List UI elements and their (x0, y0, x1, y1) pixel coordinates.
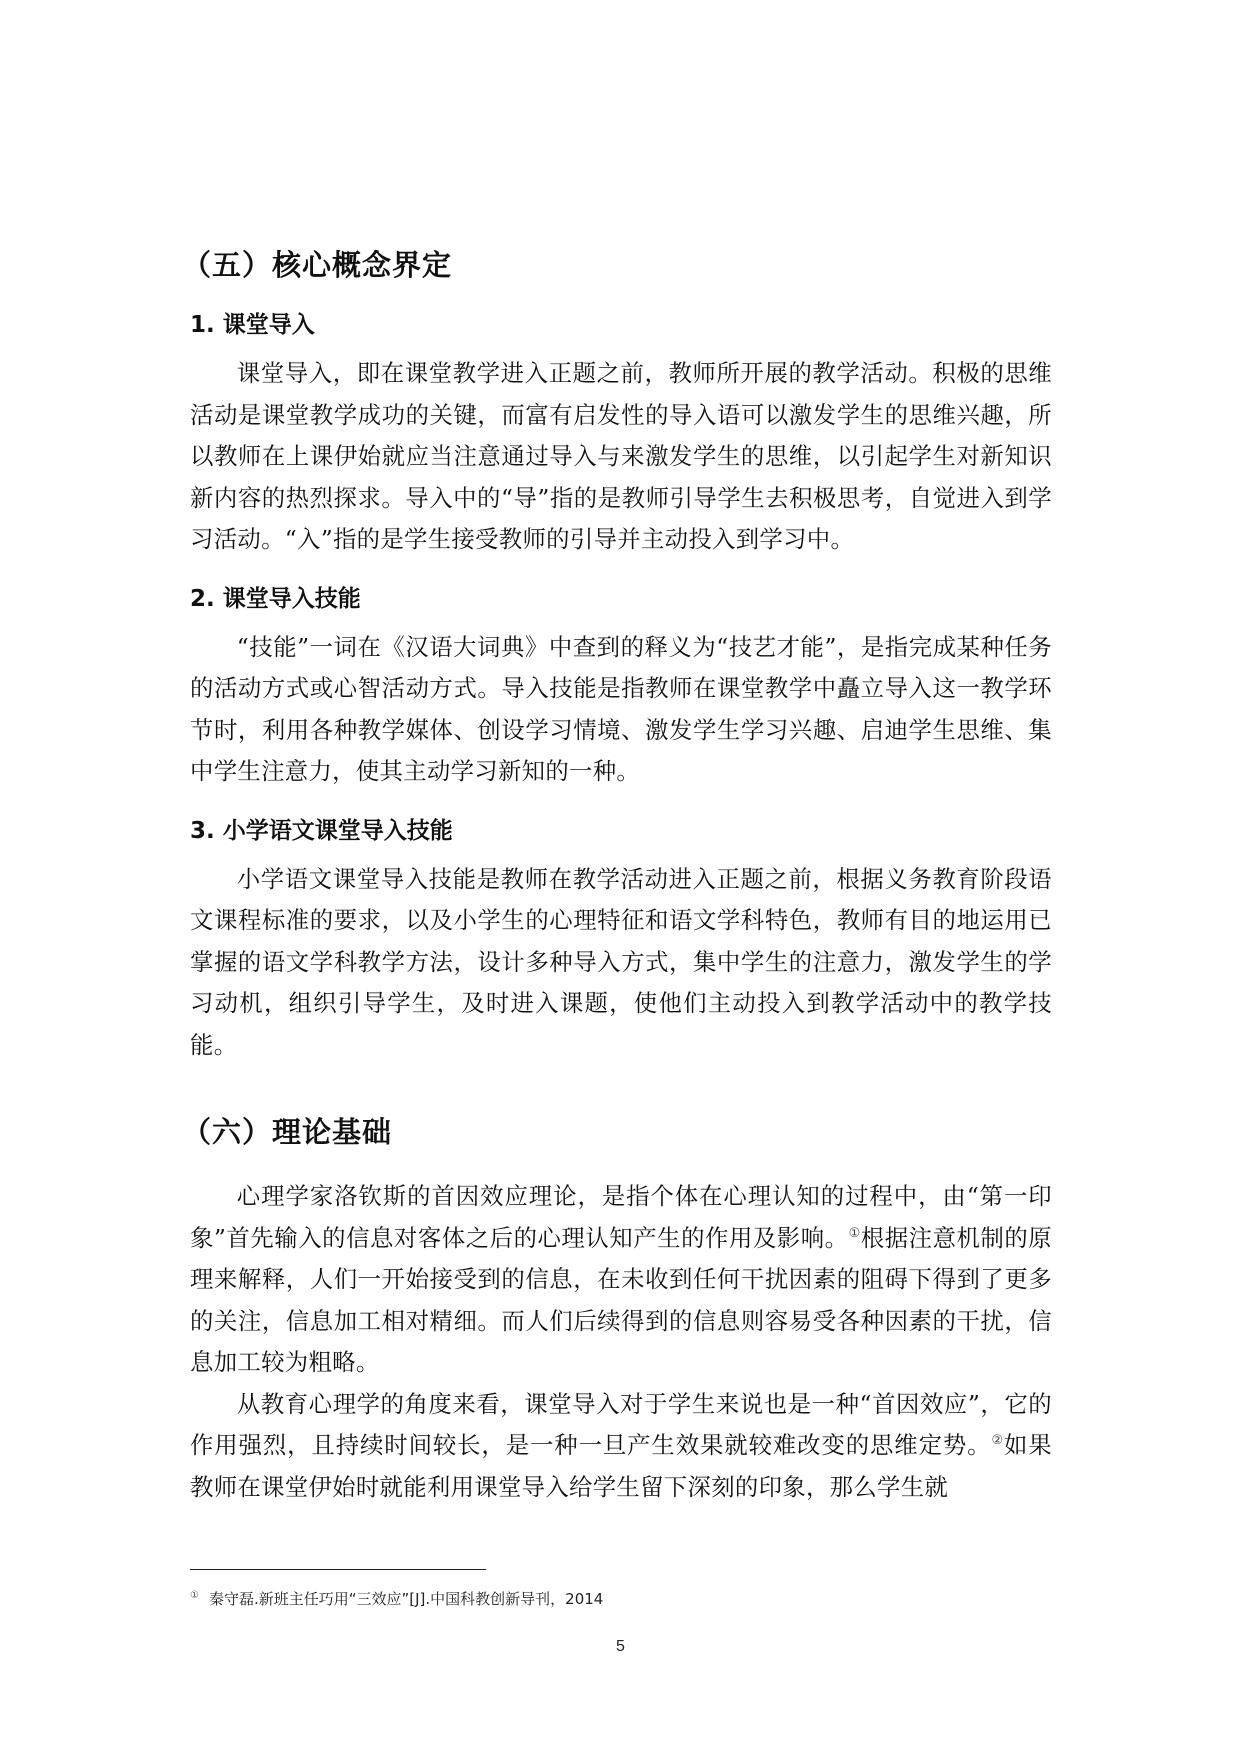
footnote-reference-1[interactable]: ① (848, 1225, 861, 1241)
concept-block-introduction-skill (190, 583, 1052, 793)
subheading-introduction-skill: 2. 课堂导入技能 (190, 585, 361, 612)
section-heading-core-concepts: （五）核心概念界定 (182, 248, 453, 282)
paragraph-primacy-effect-part2: 根据注意机制的原理来解释，人们一开始接受到的信息，在未收到任何干扰因素的阻碍下得到了更多的关注，信息加工相对精细。而人们后续得到的信息则容易受各种因素的干扰，信息加工较为粗略。 (190, 1223, 1052, 1376)
section-gap (190, 1088, 1052, 1112)
footnote (190, 1588, 603, 1609)
concept-block-chinese-introduction-skill (190, 815, 1052, 1067)
section-heading-theoretical-basis: （六）理论基础 (182, 1115, 393, 1149)
footnote-reference-2[interactable]: ② (991, 1433, 1005, 1449)
page-number: 5 (616, 1638, 625, 1655)
paragraph-classroom-introduction: 课堂导入，即在课堂教学进入正题之前，教师所开展的教学活动。积极的思维活动是课堂教学成功的关键，而富有启发性的导入语可以激发学生的思维兴趣，所以教师在上课伊始就应当注意通过导入与来激发学生的思维，以引起学生对新知识新内容的热烈探求。导入中的“导”指的是教师引导学生去积极思考，自觉进入到学习活动。“入”指的是学生接受教师的引导并主动投入到学习中。 (190, 359, 1052, 553)
subheading-classroom-introduction: 1. 课堂导入 (190, 312, 315, 338)
page-content (182, 245, 1052, 1508)
footnote-text: 秦守磊.新班主任巧用“三效应”[J].中国科教创新导刊，2014 (208, 1590, 604, 1608)
paragraph-introduction-skill: “技能”一词在《汉语大词典》中查到的释义为“技艺才能”，是指完成某种任务的活动方式或心智活动方式。导入技能是指教师在课堂教学中矗立导入这一教学环节时，利用各种教学媒体、创设学习情境、激发学生学习兴趣、启迪学生思维、集中学生注意力，使其主动学习新知的一种。 (190, 632, 1052, 785)
paragraph-educational-psychology-part1: 从教育心理学的角度来看，课堂导入对于学生来说也是一种“首因效应”，它的作用强烈，且持续时间较长，是一种一旦产生效果就较难改变的思维定势。 (190, 1389, 1052, 1459)
paragraph-educational-psychology-part2: 如果教师在课堂伊始时就能利用课堂导入给学生留下深刻的印象，那么学生就 (190, 1431, 1052, 1501)
footnote-divider (190, 1569, 486, 1570)
paragraph-primacy-effect (190, 1176, 1052, 1384)
paragraph-primacy-effect-part1: 心理学家洛钦斯的首因效应理论，是指个体在心理认知的过程中，由“第一印象”首先输入的信息对客体之后的心理认知产生的作用及影响。 (190, 1182, 1052, 1252)
concept-block-classroom-introduction (190, 309, 1052, 561)
subheading-chinese-introduction-skill: 3. 小学语文课堂导入技能 (190, 817, 453, 844)
paragraph-chinese-introduction-skill: 小学语文课堂导入技能是教师在教学活动进入正题之前，根据义务教育阶段语文课程标准的要求，以及小学生的心理特征和语文学科特色，教师有目的地运用已掌握的语文学科教学方法，设计多种导入方式，集中学生的注意力，激发学生的学习动机，组织引导学生，及时进入课题，使他们主动投入到教学活动中的教学技能。 (190, 864, 1052, 1059)
paragraph-educational-psychology (190, 1384, 1052, 1509)
footnote-mark: ① (190, 1590, 199, 1601)
